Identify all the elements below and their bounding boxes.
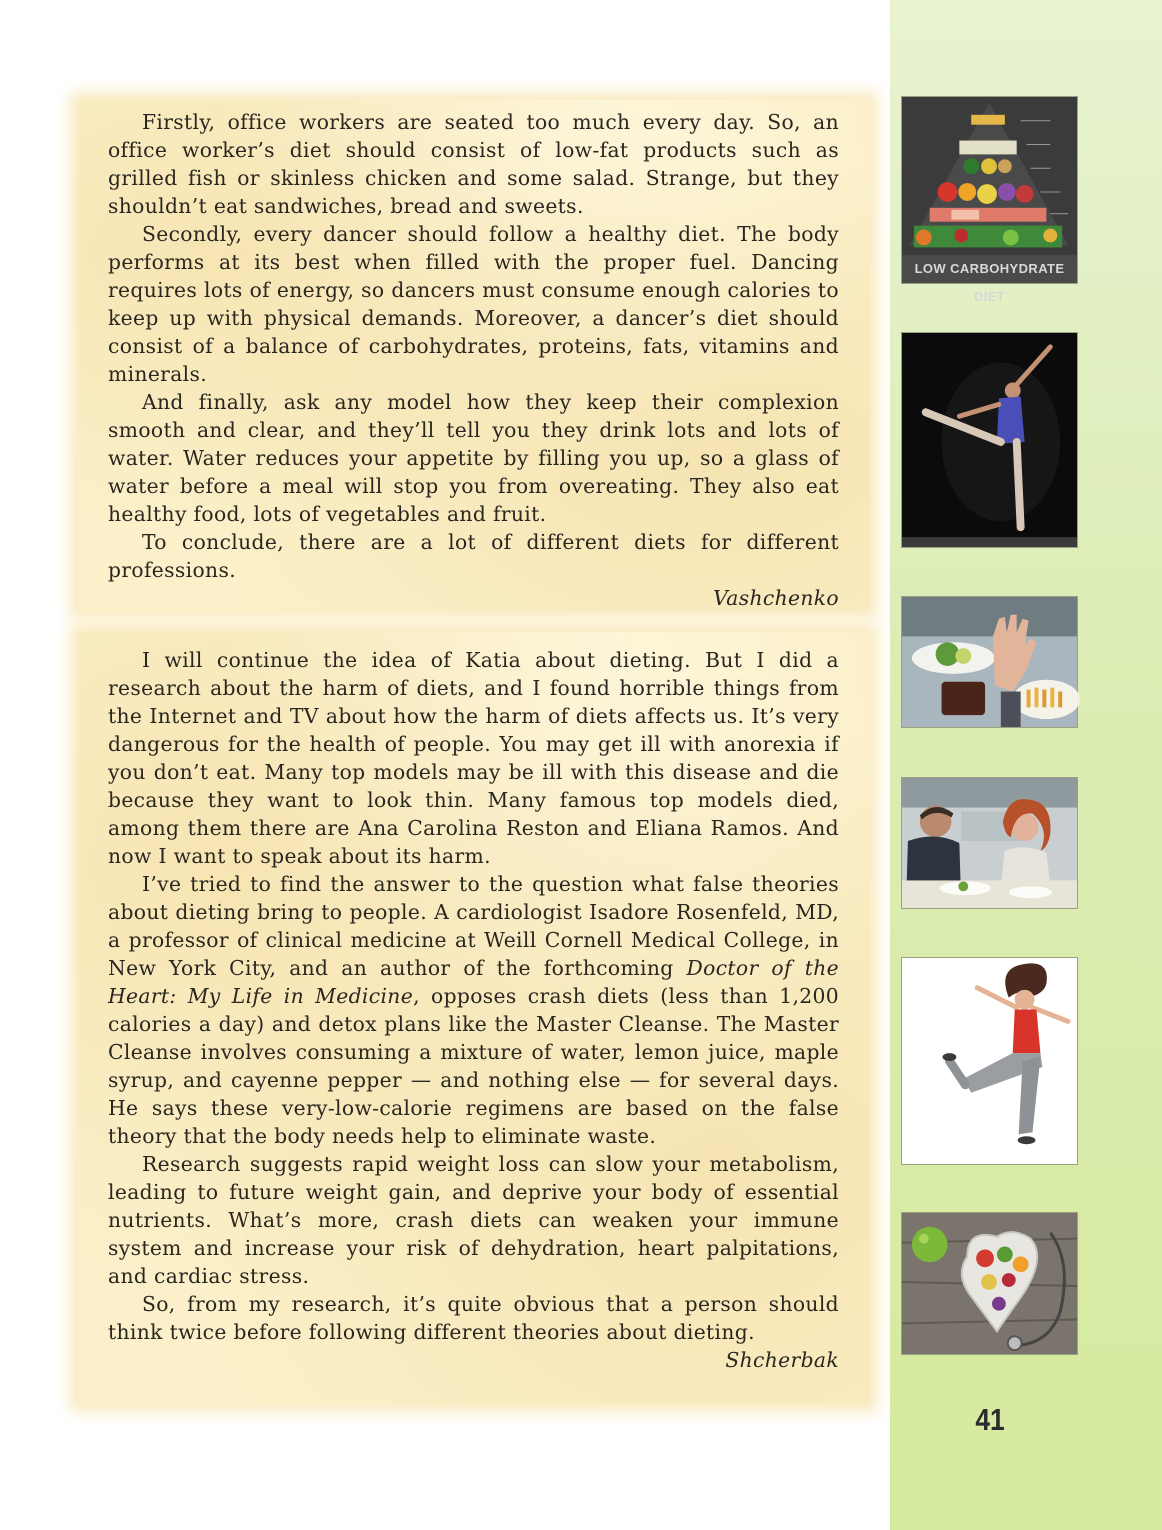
dancer-photo xyxy=(901,332,1078,548)
paragraph-text: I’ve tried to find the answer to the question what false theories about dieting bring to people. A cardiologist Isadore Rosenfeld, MD, a professor of clinical medicine at Weill Cornell Medical College, in New York City, and an author of the forthcoming xyxy=(108,872,839,980)
paragraph: Firstly, office workers are seated too much every day. So, an office worker’s diet should consist of low-fat products such as grilled fish or skinless chicken and some salad. Strange, but they shouldn’t eat sandwiches, bread and sweets. xyxy=(108,110,839,218)
article-shcherbak xyxy=(108,646,839,1374)
author-signature: Shcherbak xyxy=(725,1348,839,1372)
image-caption: LOW CARBOHYDRATE DIET xyxy=(902,255,1077,283)
paragraph: I will continue the idea of Katia about dieting. But I did a research about the harm of diets, and I found horrible things from the Internet and TV about how the harm of diets affects us. It’s very dangerous for the health of people. You may get ill with anorexia if you don’t eat. Many top models may be ill with this disease and die because they want to look thin. Many famous top models died, among them there are Ana Carolina Reston and Eliana Ramos. And now I want to speak about its harm. xyxy=(108,648,839,868)
food-pyramid-image xyxy=(901,96,1078,304)
paragraph xyxy=(108,870,839,1150)
paragraph: Research suggests rapid weight loss can slow your metabolism, leading to future weight gain, and deprive your body of essential nutrients. What’s more, crash diets can weaken your immune system and increase your risk of dehydration, heart palpitations, and cardiac stress. xyxy=(108,1152,839,1288)
article-vashchenko xyxy=(108,108,839,612)
paragraph: To conclude, there are a lot of different diets for different professions. xyxy=(108,530,839,582)
book-title: Doctor of the Heart: My Life in Medicine xyxy=(108,956,840,1008)
jumping-woman-photo xyxy=(901,957,1078,1165)
refusing-food-photo xyxy=(901,596,1078,728)
healthy-heart-bowl-photo xyxy=(901,1212,1078,1355)
paragraph: So, from my research, it’s quite obvious that a person should think twice before following different theories about dieting. xyxy=(108,1292,839,1344)
couple-eating-photo xyxy=(901,777,1078,909)
author-signature: Vashchenko xyxy=(713,586,839,610)
paragraph: And finally, ask any model how they keep their complexion smooth and clear, and they’ll tell you they drink lots and lots of water. Water reduces your appetite by filling you up, so a glass of water before a meal will stop you from overeating. They also eat healthy food, lots of vegetables and fruit. xyxy=(108,390,839,526)
paragraph: Secondly, every dancer should follow a healthy diet. The body performs at its best when filled with the proper fuel. Dancing requires lots of energy, so dancers must consume enough calories to keep up with physical demands. Moreover, a dancer’s diet should consist of a balance of carbohydrates, proteins, fats, vitamins and minerals. xyxy=(108,222,839,386)
page-number: 41 xyxy=(975,1402,1005,1437)
paragraph-text: , opposes crash diets (less than 1,200 calories a day) and detox plans like the Master Cleanse. The Master Cleanse involves consuming a mixture of water, lemon juice, maple syrup, and cayenne pepper — and nothing else — for several days. He says these very-low-calorie regimens are based on the false theory that the body needs help to eliminate waste. xyxy=(108,984,840,1148)
